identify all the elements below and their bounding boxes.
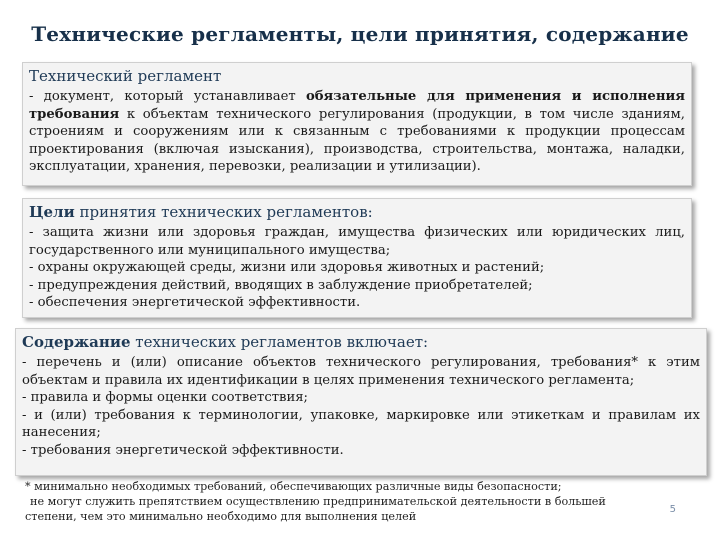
definition-text-bold: обязательные для применения и исполнения требования xyxy=(29,89,686,122)
list-item: - защита жизни или здоровья граждан, имущества физических или юридических лиц, государственного или муниципального имущества; xyxy=(29,225,685,258)
list-item: - предупреждения действий, вводящих в заблуждение приобретателей; xyxy=(29,277,533,293)
list-item: - перечень и (или) описание объектов технического регулирования, требования* к этим объектам и правила их идентификации в целях применения технического регламента; xyxy=(22,355,700,388)
list-item: - и (или) требования к терминологии, упаковке, маркировке или этикеткам и правилам их нанесения; xyxy=(22,407,700,441)
footnote-line: степени, чем это минимально необходимо для выполнения целей xyxy=(25,510,417,523)
goals-box xyxy=(22,198,692,318)
footnote-line: не могут служить препятствием осуществлению предпринимательской деятельности в большей xyxy=(30,495,606,508)
list-item: - требования энергетической эффективности. xyxy=(22,442,344,458)
definition-text-end: к объектам технического регулирования (продукции, в том числе зданиям, строениям и сооружениям или к связанным с требованиями к продукции процессам проектирования (включая изыскания), производства, строительства, монтажа, наладки, эксплуатации, хранения, перевозки, реализации и утилизации). xyxy=(29,106,685,175)
footnote-line: * минимально необходимых требований, обеспечивающих различные виды безопасности; xyxy=(25,480,562,493)
definition-text xyxy=(29,88,685,176)
definition-text-start: - документ, который устанавливает xyxy=(29,89,306,104)
slide-title: Технические регламенты, цели принятия, содержание xyxy=(31,22,689,46)
goals-heading-accent: Цели xyxy=(29,203,75,221)
content-heading-accent: Содержание xyxy=(22,333,131,351)
page-number: 5 xyxy=(669,504,676,515)
content-heading xyxy=(22,333,700,351)
definition-heading-text: Технический регламент xyxy=(29,67,222,85)
goals-list xyxy=(29,224,685,312)
list-item: - правила и формы оценки соответствия; xyxy=(22,390,308,406)
list-item: - охраны окружающей среды, жизни или здоровья животных и растений; xyxy=(29,260,545,276)
content-heading-rest: технических регламентов включает: xyxy=(130,333,429,351)
content-box xyxy=(15,328,707,476)
goals-heading-rest: принятия технических регламентов: xyxy=(74,203,373,221)
list-item: - обеспечения энергетической эффективности. xyxy=(29,295,361,311)
definition-box xyxy=(22,62,692,186)
content-list xyxy=(22,354,700,460)
definition-heading xyxy=(29,67,685,85)
footnote xyxy=(25,479,680,524)
goals-heading xyxy=(29,203,685,221)
